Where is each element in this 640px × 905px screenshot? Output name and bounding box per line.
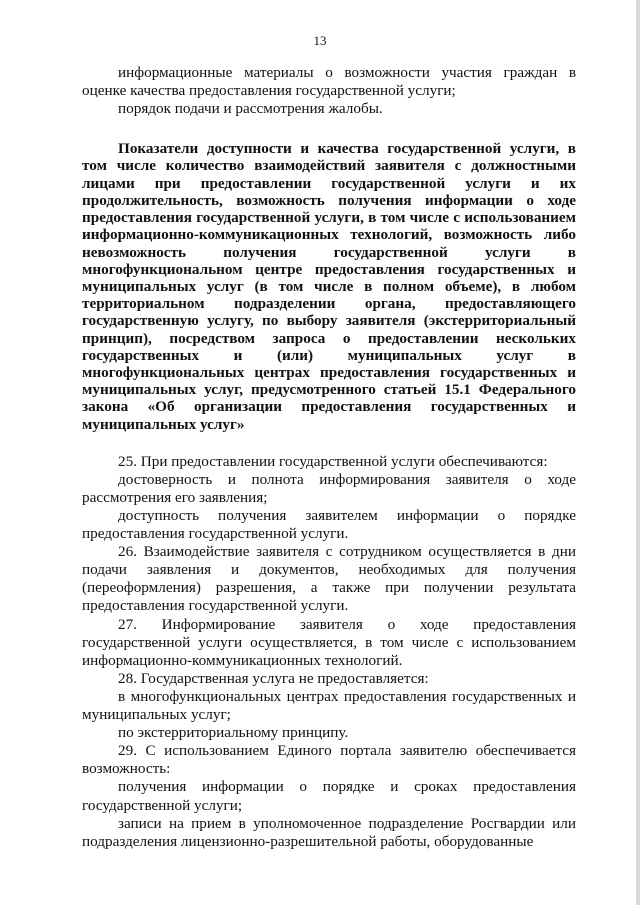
list-item: достоверность и полнота информирования заявителя о ходе рассмотрения его заявления; xyxy=(82,470,576,506)
list-item: доступность получения заявителем информации о порядке предоставления государственной услуги. xyxy=(82,507,576,543)
paragraph: порядок подачи и рассмотрения жалобы. xyxy=(118,100,383,118)
document-body xyxy=(82,64,576,851)
list-item: записи на прием в уполномоченное подразделение Росгвардии или подразделения лицензионно-разрешительной работы, оборудованные xyxy=(82,814,576,850)
section-heading: Показатели доступности и качества государственной услуги, в том числе количество взаимодействий заявителя с должностными лицами при предоставлении государственной услуги и их продолжительность, возможность получения информации о ходе предоставления государственной услуги, в том числе с использованием информационно-коммуникационных технологий, возможность либо невозможность получения государственной услуги в многофункциональном центре предоставления государственных и муниципальных услуг (в том числе в полном объеме), в любом территориальном подразделении органа, предоставляющего государственную услугу, по выбору заявителя (экстерриториальный принцип), посредством запроса о предоставлении нескольких государственных и (или) муниципальных услуг в многофункциональных центрах предоставления государственных и муниципальных услуг, предусмотренного статьей 15.1 Федерального закона «Об организации предоставления государственных и муниципальных услуг» xyxy=(82,140,576,433)
paragraph-28: 28. Государственная услуга не предоставляется: xyxy=(118,669,429,687)
page-edge-shadow xyxy=(636,0,640,905)
paragraph-29: 29. С использованием Единого портала заявителю обеспечивается возможность: xyxy=(82,742,576,778)
list-item: в многофункциональных центрах предоставления государственных и муниципальных услуг; xyxy=(82,687,576,724)
paragraph-27: 27. Информирование заявителя о ходе предоставления государственной услуги осуществляется, в том числе с использованием информационно-коммуникационных технологий. xyxy=(82,615,576,669)
paragraph: информационные материалы о возможности участия граждан в оценке качества предоставления государственной услуги; xyxy=(82,64,576,100)
page-number: 13 xyxy=(313,33,327,48)
paragraph-26: 26. Взаимодействие заявителя с сотрудником осуществляется в дни подачи заявления и документов, необходимых для получения (переоформления) разрешения, а также при получении результата предоставления государственной услуги. xyxy=(82,543,576,615)
list-item: получения информации о порядке и сроках предоставления государственной услуги; xyxy=(82,778,576,814)
list-item: по экстерриториальному принципу. xyxy=(118,724,349,742)
paragraph-25: 25. При предоставлении государственной услуги обеспечиваются: xyxy=(118,452,548,470)
